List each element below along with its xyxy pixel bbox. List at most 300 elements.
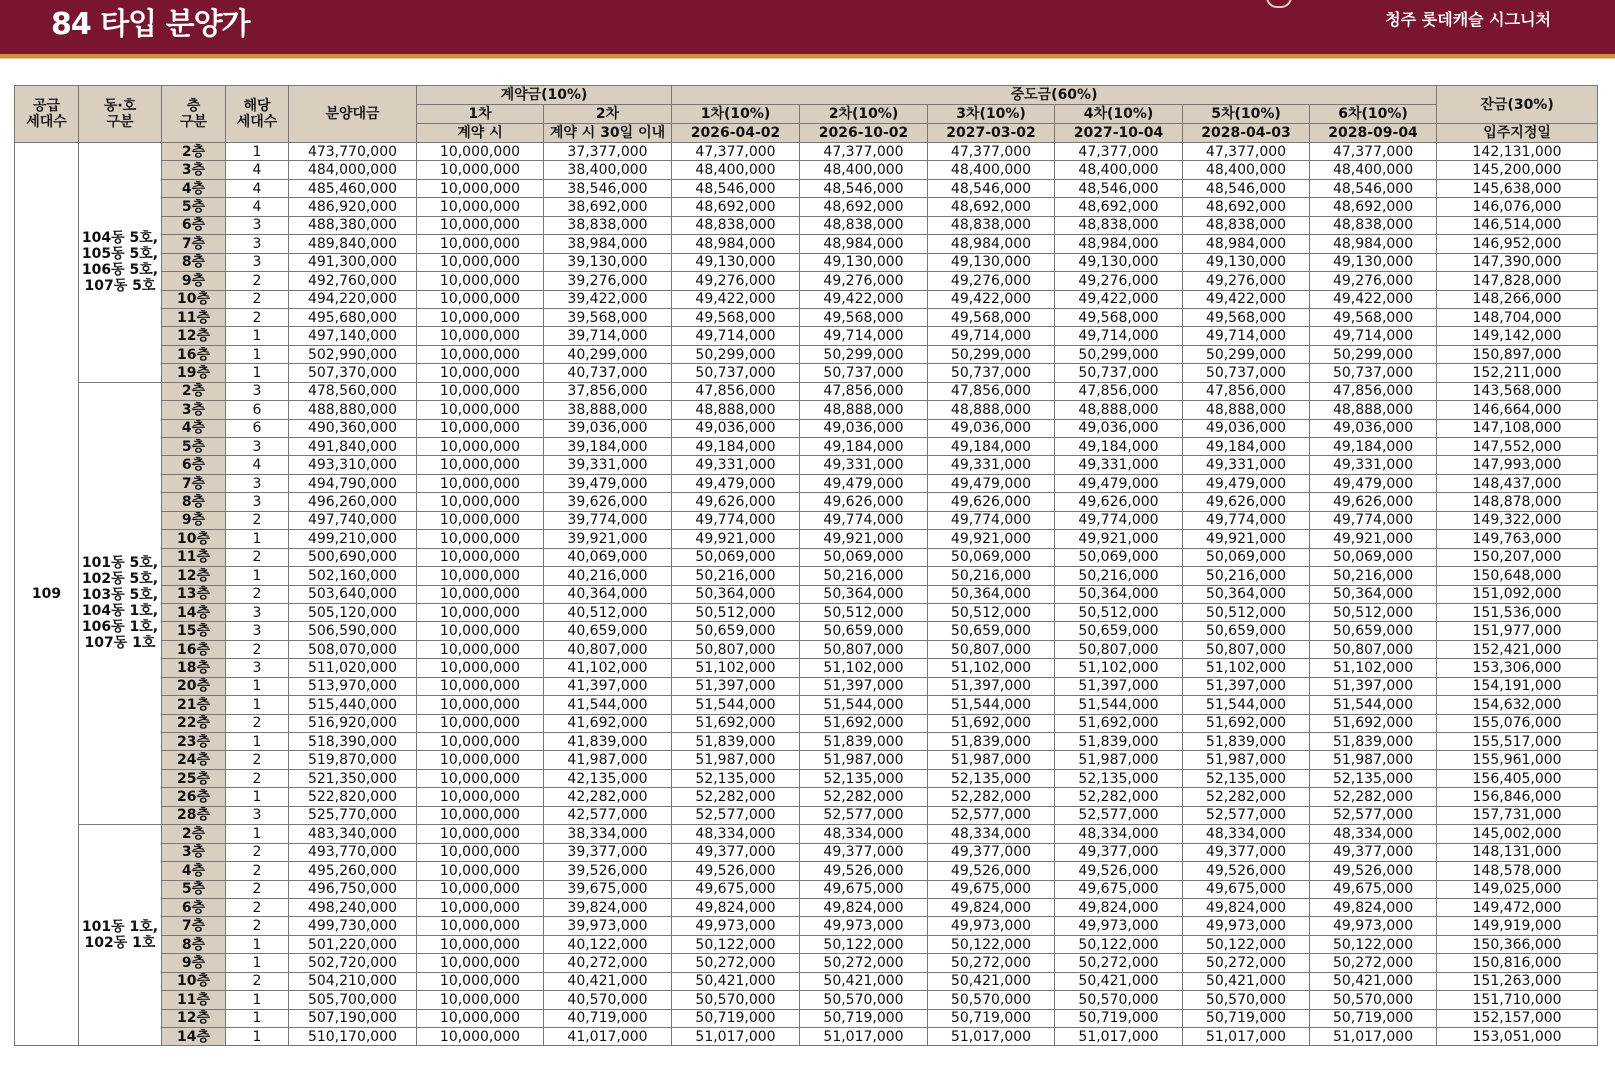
mid-1-cell: 50,216,000: [672, 567, 800, 585]
mid-5-cell: 50,421,000: [1183, 972, 1310, 990]
table-row: [15, 179, 1598, 197]
mid-3-cell: 51,692,000: [928, 714, 1055, 732]
mid-2-cell: 51,839,000: [800, 733, 928, 751]
deposit-1-cell: 10,000,000: [417, 567, 544, 585]
header-mid-1: 1차(10%): [672, 105, 800, 124]
price-cell: 510,170,000: [289, 1028, 417, 1046]
table-row: [15, 843, 1598, 861]
table-row: [15, 622, 1598, 640]
mid-1-cell: 49,774,000: [672, 511, 800, 529]
table-row: [15, 898, 1598, 916]
floor-cell: 14층: [162, 603, 226, 621]
units-cell: 1: [226, 825, 289, 843]
mid-5-cell: 51,017,000: [1183, 1028, 1310, 1046]
mid-1-cell: 49,422,000: [672, 290, 800, 308]
mid-2-cell: 49,036,000: [800, 419, 928, 437]
deposit-1-cell: 10,000,000: [417, 327, 544, 345]
deposit-2-cell: 40,216,000: [544, 567, 672, 585]
deposit-2-cell: 38,888,000: [544, 401, 672, 419]
balance-cell: 151,977,000: [1437, 622, 1598, 640]
floor-cell: 10층: [162, 972, 226, 990]
floor-cell: 3층: [162, 401, 226, 419]
mid-5-cell: 50,122,000: [1183, 935, 1310, 953]
table-row: [15, 640, 1598, 658]
header-deposit-2-sub: 계약 시 30일 이내: [544, 124, 672, 143]
price-cell: 506,590,000: [289, 622, 417, 640]
units-cell: 2: [226, 880, 289, 898]
price-cell: 499,210,000: [289, 530, 417, 548]
deposit-1-cell: 10,000,000: [417, 1028, 544, 1046]
mid-6-cell: 49,036,000: [1310, 419, 1437, 437]
mid-5-cell: 50,570,000: [1183, 991, 1310, 1009]
mid-5-cell: 48,838,000: [1183, 216, 1310, 234]
mid-4-cell: 50,570,000: [1055, 991, 1183, 1009]
header-price: 분양대금: [289, 86, 417, 143]
floor-cell: 10층: [162, 530, 226, 548]
mid-4-cell: 50,216,000: [1055, 567, 1183, 585]
mid-2-cell: 49,568,000: [800, 308, 928, 326]
deposit-2-cell: 38,838,000: [544, 216, 672, 234]
mid-6-cell: 48,984,000: [1310, 235, 1437, 253]
floor-cell: 13층: [162, 585, 226, 603]
price-cell: 518,390,000: [289, 733, 417, 751]
units-cell: 1: [226, 991, 289, 1009]
mid-2-cell: 47,377,000: [800, 143, 928, 161]
header-mid-5: 5차(10%): [1183, 105, 1310, 124]
table-row: [15, 327, 1598, 345]
mid-6-cell: 51,017,000: [1310, 1028, 1437, 1046]
price-cell: 505,700,000: [289, 991, 417, 1009]
header-deposit-2: 2차: [544, 105, 672, 124]
deposit-1-cell: 10,000,000: [417, 898, 544, 916]
floor-cell: 25층: [162, 769, 226, 787]
mid-5-cell: 51,839,000: [1183, 733, 1310, 751]
table-row: [15, 161, 1598, 179]
price-cell: 491,300,000: [289, 253, 417, 271]
price-cell: 491,840,000: [289, 438, 417, 456]
mid-2-cell: 50,570,000: [800, 991, 928, 1009]
table-row: [15, 954, 1598, 972]
units-cell: 1: [226, 327, 289, 345]
dong-group-cell: [79, 382, 162, 825]
balance-cell: 152,157,000: [1437, 1009, 1598, 1027]
table-row: [15, 345, 1598, 363]
price-cell: 483,340,000: [289, 825, 417, 843]
header-supply: 공급 세대수: [15, 86, 79, 143]
header-mid-1-date: 2026-04-02: [672, 124, 800, 143]
mid-2-cell: 49,479,000: [800, 474, 928, 492]
mid-4-cell: 52,577,000: [1055, 806, 1183, 824]
deposit-2-cell: 39,774,000: [544, 511, 672, 529]
price-cell: 503,640,000: [289, 585, 417, 603]
units-cell: 3: [226, 474, 289, 492]
dong-label: 103동 5호,: [81, 587, 159, 604]
mid-1-cell: 49,276,000: [672, 272, 800, 290]
floor-cell: 4층: [162, 862, 226, 880]
deposit-2-cell: 39,036,000: [544, 419, 672, 437]
mid-2-cell: 52,577,000: [800, 806, 928, 824]
mid-3-cell: 51,544,000: [928, 696, 1055, 714]
mid-4-cell: 48,984,000: [1055, 235, 1183, 253]
mid-3-cell: 49,973,000: [928, 917, 1055, 935]
table-row: [15, 862, 1598, 880]
balance-cell: 148,437,000: [1437, 474, 1598, 492]
header-balance-sub: 입주지정일: [1437, 124, 1598, 143]
units-cell: 2: [226, 714, 289, 732]
deposit-1-cell: 10,000,000: [417, 419, 544, 437]
mid-2-cell: 50,737,000: [800, 364, 928, 382]
mid-4-cell: 48,692,000: [1055, 198, 1183, 216]
mid-5-cell: 50,719,000: [1183, 1009, 1310, 1027]
mid-2-cell: 47,856,000: [800, 382, 928, 400]
units-cell: 2: [226, 585, 289, 603]
deposit-2-cell: 39,568,000: [544, 308, 672, 326]
units-cell: 6: [226, 401, 289, 419]
page-title: 84 타입 분양가: [51, 7, 250, 42]
price-cell: 490,360,000: [289, 419, 417, 437]
mid-3-cell: 49,774,000: [928, 511, 1055, 529]
mid-6-cell: 49,675,000: [1310, 880, 1437, 898]
mid-4-cell: 47,377,000: [1055, 143, 1183, 161]
mid-6-cell: 50,069,000: [1310, 548, 1437, 566]
deposit-2-cell: 41,987,000: [544, 751, 672, 769]
mid-2-cell: 50,122,000: [800, 935, 928, 953]
price-cell: 507,190,000: [289, 1009, 417, 1027]
mid-6-cell: 49,568,000: [1310, 308, 1437, 326]
mid-3-cell: 50,272,000: [928, 954, 1055, 972]
mid-3-cell: 48,400,000: [928, 161, 1055, 179]
balance-cell: 150,366,000: [1437, 935, 1598, 953]
price-cell: 495,680,000: [289, 308, 417, 326]
balance-cell: 147,552,000: [1437, 438, 1598, 456]
floor-cell: 9층: [162, 511, 226, 529]
mid-2-cell: 48,888,000: [800, 401, 928, 419]
floor-cell: 2층: [162, 825, 226, 843]
price-cell: 486,920,000: [289, 198, 417, 216]
header-deposit: 계약금(10%): [417, 86, 672, 105]
mid-4-cell: 49,479,000: [1055, 474, 1183, 492]
balance-cell: 156,846,000: [1437, 788, 1598, 806]
mid-2-cell: 50,216,000: [800, 567, 928, 585]
floor-cell: 5층: [162, 198, 226, 216]
price-cell: 478,560,000: [289, 382, 417, 400]
deposit-2-cell: 40,272,000: [544, 954, 672, 972]
mid-1-cell: 52,135,000: [672, 769, 800, 787]
mid-2-cell: 49,377,000: [800, 843, 928, 861]
price-cell: 501,220,000: [289, 935, 417, 953]
price-cell: 493,770,000: [289, 843, 417, 861]
price-cell: 488,380,000: [289, 216, 417, 234]
mid-6-cell: 49,422,000: [1310, 290, 1437, 308]
mid-4-cell: 49,036,000: [1055, 419, 1183, 437]
mid-1-cell: 49,568,000: [672, 308, 800, 326]
mid-4-cell: 50,512,000: [1055, 603, 1183, 621]
balance-cell: 151,092,000: [1437, 585, 1598, 603]
deposit-2-cell: 39,714,000: [544, 327, 672, 345]
deposit-1-cell: 10,000,000: [417, 603, 544, 621]
units-cell: 1: [226, 696, 289, 714]
table-row: [15, 972, 1598, 990]
mid-2-cell: 49,526,000: [800, 862, 928, 880]
mid-4-cell: 49,973,000: [1055, 917, 1183, 935]
mid-1-cell: 48,400,000: [672, 161, 800, 179]
price-cell: 500,690,000: [289, 548, 417, 566]
deposit-1-cell: 10,000,000: [417, 769, 544, 787]
mid-3-cell: 47,856,000: [928, 382, 1055, 400]
mid-4-cell: 49,714,000: [1055, 327, 1183, 345]
floor-cell: 6층: [162, 456, 226, 474]
mid-2-cell: 50,512,000: [800, 603, 928, 621]
deposit-2-cell: 37,377,000: [544, 143, 672, 161]
mid-5-cell: 49,526,000: [1183, 862, 1310, 880]
table-row: [15, 438, 1598, 456]
mid-5-cell: 49,184,000: [1183, 438, 1310, 456]
mid-2-cell: 48,400,000: [800, 161, 928, 179]
mid-3-cell: 50,122,000: [928, 935, 1055, 953]
mid-6-cell: 49,824,000: [1310, 898, 1437, 916]
mid-3-cell: 52,135,000: [928, 769, 1055, 787]
mid-4-cell: 49,568,000: [1055, 308, 1183, 326]
mid-1-cell: 50,299,000: [672, 345, 800, 363]
mid-5-cell: 47,856,000: [1183, 382, 1310, 400]
mid-5-cell: 52,135,000: [1183, 769, 1310, 787]
deposit-2-cell: 42,282,000: [544, 788, 672, 806]
mid-5-cell: 49,626,000: [1183, 493, 1310, 511]
floor-cell: 21층: [162, 696, 226, 714]
mid-2-cell: 50,807,000: [800, 640, 928, 658]
deposit-1-cell: 10,000,000: [417, 1009, 544, 1027]
header-divider-thin: [0, 58, 1615, 59]
mid-2-cell: 50,364,000: [800, 585, 928, 603]
deposit-1-cell: 10,000,000: [417, 862, 544, 880]
price-cell: 493,310,000: [289, 456, 417, 474]
deposit-1-cell: 10,000,000: [417, 825, 544, 843]
units-cell: 3: [226, 235, 289, 253]
floor-cell: 6층: [162, 216, 226, 234]
mid-2-cell: 49,675,000: [800, 880, 928, 898]
deposit-1-cell: 10,000,000: [417, 935, 544, 953]
deposit-1-cell: 10,000,000: [417, 622, 544, 640]
mid-3-cell: 50,512,000: [928, 603, 1055, 621]
table-row: [15, 456, 1598, 474]
mid-3-cell: 49,675,000: [928, 880, 1055, 898]
mid-3-cell: 49,626,000: [928, 493, 1055, 511]
mid-1-cell: 50,122,000: [672, 935, 800, 953]
deposit-1-cell: 10,000,000: [417, 253, 544, 271]
mid-4-cell: 49,675,000: [1055, 880, 1183, 898]
header-mid-2: 2차(10%): [800, 105, 928, 124]
price-cell: 497,140,000: [289, 327, 417, 345]
mid-5-cell: 50,272,000: [1183, 954, 1310, 972]
mid-1-cell: 48,546,000: [672, 179, 800, 197]
deposit-2-cell: 37,856,000: [544, 382, 672, 400]
deposit-2-cell: 38,984,000: [544, 235, 672, 253]
dong-label: 104동 5호,: [81, 230, 159, 247]
mid-4-cell: 50,299,000: [1055, 345, 1183, 363]
floor-cell: 15층: [162, 622, 226, 640]
deposit-2-cell: 39,130,000: [544, 253, 672, 271]
mid-1-cell: 52,577,000: [672, 806, 800, 824]
mid-6-cell: 51,544,000: [1310, 696, 1437, 714]
mid-5-cell: 49,973,000: [1183, 917, 1310, 935]
deposit-1-cell: 10,000,000: [417, 548, 544, 566]
dong-label: 101동 5호,: [81, 555, 159, 572]
balance-cell: 147,828,000: [1437, 272, 1598, 290]
mid-1-cell: 51,397,000: [672, 677, 800, 695]
mid-3-cell: 50,659,000: [928, 622, 1055, 640]
balance-cell: 150,816,000: [1437, 954, 1598, 972]
price-cell: 497,740,000: [289, 511, 417, 529]
balance-cell: 148,131,000: [1437, 843, 1598, 861]
dong-label: 106동 5호,: [81, 262, 159, 279]
mid-1-cell: 49,675,000: [672, 880, 800, 898]
mid-5-cell: 49,331,000: [1183, 456, 1310, 474]
mid-1-cell: 48,984,000: [672, 235, 800, 253]
mid-4-cell: 49,184,000: [1055, 438, 1183, 456]
price-cell: 488,880,000: [289, 401, 417, 419]
table-row: [15, 751, 1598, 769]
price-cell: 496,750,000: [289, 880, 417, 898]
table-row: [15, 216, 1598, 234]
mid-4-cell: 49,921,000: [1055, 530, 1183, 548]
mid-5-cell: 48,334,000: [1183, 825, 1310, 843]
table-row: [15, 567, 1598, 585]
mid-5-cell: 50,069,000: [1183, 548, 1310, 566]
supply-count-cell: 109: [15, 143, 79, 1046]
mid-4-cell: 48,546,000: [1055, 179, 1183, 197]
mid-6-cell: 49,331,000: [1310, 456, 1437, 474]
header-middle: 중도금(60%): [672, 86, 1437, 105]
mid-6-cell: 52,282,000: [1310, 788, 1437, 806]
units-cell: 1: [226, 733, 289, 751]
balance-cell: 142,131,000: [1437, 143, 1598, 161]
mid-5-cell: 50,737,000: [1183, 364, 1310, 382]
mid-4-cell: 51,987,000: [1055, 751, 1183, 769]
units-cell: 2: [226, 640, 289, 658]
mid-6-cell: 47,856,000: [1310, 382, 1437, 400]
units-cell: 2: [226, 769, 289, 787]
mid-3-cell: 49,526,000: [928, 862, 1055, 880]
table-row: [15, 511, 1598, 529]
mid-4-cell: 50,807,000: [1055, 640, 1183, 658]
mid-4-cell: 52,282,000: [1055, 788, 1183, 806]
mid-5-cell: 49,824,000: [1183, 898, 1310, 916]
mid-4-cell: 49,331,000: [1055, 456, 1183, 474]
mid-6-cell: 49,377,000: [1310, 843, 1437, 861]
mid-1-cell: 50,659,000: [672, 622, 800, 640]
price-cell: 499,730,000: [289, 917, 417, 935]
mid-6-cell: 50,272,000: [1310, 954, 1437, 972]
dong-label: 101동 1호,: [81, 919, 159, 936]
units-cell: 4: [226, 456, 289, 474]
units-cell: 2: [226, 290, 289, 308]
mid-2-cell: 49,824,000: [800, 898, 928, 916]
mid-3-cell: 49,130,000: [928, 253, 1055, 271]
deposit-2-cell: 41,397,000: [544, 677, 672, 695]
units-cell: 1: [226, 1009, 289, 1027]
table-row: [15, 880, 1598, 898]
deposit-2-cell: 38,400,000: [544, 161, 672, 179]
mid-5-cell: 51,987,000: [1183, 751, 1310, 769]
mid-5-cell: 50,807,000: [1183, 640, 1310, 658]
balance-cell: 151,263,000: [1437, 972, 1598, 990]
balance-cell: 152,421,000: [1437, 640, 1598, 658]
mid-3-cell: 49,422,000: [928, 290, 1055, 308]
mid-3-cell: 48,334,000: [928, 825, 1055, 843]
mid-5-cell: 49,276,000: [1183, 272, 1310, 290]
header-mid-5-date: 2028-04-03: [1183, 124, 1310, 143]
mid-3-cell: 49,921,000: [928, 530, 1055, 548]
mid-1-cell: 49,921,000: [672, 530, 800, 548]
mid-3-cell: 49,824,000: [928, 898, 1055, 916]
floor-cell: 6층: [162, 898, 226, 916]
units-cell: 3: [226, 493, 289, 511]
floor-cell: 3층: [162, 843, 226, 861]
deposit-1-cell: 10,000,000: [417, 272, 544, 290]
mid-6-cell: 48,692,000: [1310, 198, 1437, 216]
mid-2-cell: 51,692,000: [800, 714, 928, 732]
mid-2-cell: 49,276,000: [800, 272, 928, 290]
deposit-1-cell: 10,000,000: [417, 696, 544, 714]
mid-1-cell: 50,512,000: [672, 603, 800, 621]
deposit-2-cell: 39,276,000: [544, 272, 672, 290]
mid-1-cell: 49,184,000: [672, 438, 800, 456]
price-cell: 516,920,000: [289, 714, 417, 732]
mid-3-cell: 50,719,000: [928, 1009, 1055, 1027]
mid-4-cell: 48,888,000: [1055, 401, 1183, 419]
mid-4-cell: 48,838,000: [1055, 216, 1183, 234]
mid-3-cell: 49,377,000: [928, 843, 1055, 861]
balance-cell: 146,076,000: [1437, 198, 1598, 216]
mid-4-cell: 51,839,000: [1055, 733, 1183, 751]
header-mid-2-date: 2026-10-02: [800, 124, 928, 143]
mid-6-cell: 48,400,000: [1310, 161, 1437, 179]
balance-cell: 149,025,000: [1437, 880, 1598, 898]
mid-1-cell: 50,719,000: [672, 1009, 800, 1027]
price-cell: 494,790,000: [289, 474, 417, 492]
price-cell: 515,440,000: [289, 696, 417, 714]
header-balance: 잔금(30%): [1437, 86, 1598, 124]
mid-6-cell: 50,659,000: [1310, 622, 1437, 640]
mid-2-cell: 50,659,000: [800, 622, 928, 640]
mid-3-cell: 49,568,000: [928, 308, 1055, 326]
floor-cell: 20층: [162, 677, 226, 695]
floor-cell: 5층: [162, 438, 226, 456]
header-dong: 동·호 구분: [79, 86, 162, 143]
price-cell: 498,240,000: [289, 898, 417, 916]
table-row: [15, 825, 1598, 843]
mid-5-cell: 48,546,000: [1183, 179, 1310, 197]
mid-2-cell: 48,334,000: [800, 825, 928, 843]
units-cell: 3: [226, 659, 289, 677]
mid-2-cell: 51,397,000: [800, 677, 928, 695]
mid-6-cell: 51,692,000: [1310, 714, 1437, 732]
mid-5-cell: 52,282,000: [1183, 788, 1310, 806]
mid-5-cell: 51,102,000: [1183, 659, 1310, 677]
mid-5-cell: 50,659,000: [1183, 622, 1310, 640]
table-row: [15, 659, 1598, 677]
mid-1-cell: 48,692,000: [672, 198, 800, 216]
mid-6-cell: 50,421,000: [1310, 972, 1437, 990]
mid-3-cell: 50,069,000: [928, 548, 1055, 566]
table-row: [15, 714, 1598, 732]
table-row: [15, 1028, 1598, 1046]
table-row: [15, 696, 1598, 714]
balance-cell: 157,731,000: [1437, 806, 1598, 824]
mid-1-cell: 51,839,000: [672, 733, 800, 751]
table-row: [15, 603, 1598, 621]
price-cell: 484,000,000: [289, 161, 417, 179]
